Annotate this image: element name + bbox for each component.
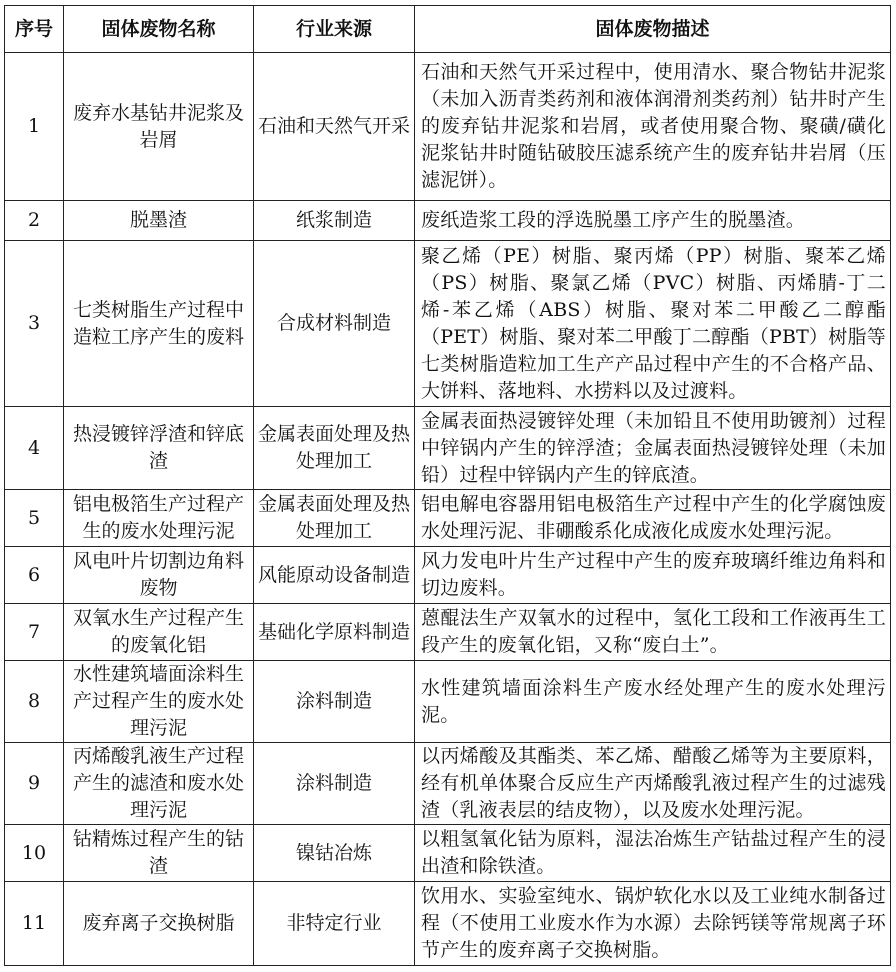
row-no: 10 — [5, 825, 64, 882]
table-row — [5, 661, 891, 743]
row-name: 废弃水基钻井泥浆及岩屑 — [64, 53, 254, 201]
row-desc: 蒽醌法生产双氧水的过程中，氢化工段和工作液再生工段产生的废氧化铝，又称“废白土”。 — [415, 604, 891, 661]
header-name: 固体废物名称 — [64, 6, 254, 53]
row-no: 1 — [5, 53, 64, 201]
row-no: 8 — [5, 661, 64, 743]
header-desc: 固体废物描述 — [415, 6, 891, 53]
table-row — [5, 882, 891, 966]
row-source: 石油和天然气开采 — [254, 53, 415, 201]
row-desc: 铝电解电容器用铝电极箔生产过程中产生的化学腐蚀废水处理污泥、非硼酸系化成液化成废水处理污泥。 — [415, 490, 891, 547]
row-desc: 风力发电叶片生产过程中产生的废弃玻璃纤维边角料和切边废料。 — [415, 547, 891, 604]
header-source: 行业来源 — [254, 6, 415, 53]
row-source: 涂料制造 — [254, 743, 415, 825]
row-source: 基础化学原料制造 — [254, 604, 415, 661]
row-name: 脱墨渣 — [64, 201, 254, 241]
row-no: 5 — [5, 490, 64, 547]
row-name: 铝电极箔生产过程产生的废水处理污泥 — [64, 490, 254, 547]
row-source: 金属表面处理及热处理加工 — [254, 490, 415, 547]
row-no: 3 — [5, 241, 64, 407]
table-row — [5, 241, 891, 407]
table-row — [5, 743, 891, 825]
table-row — [5, 825, 891, 882]
row-desc: 以粗氢氧化钴为原料，湿法冶炼生产钴盐过程产生的浸出渣和除铁渣。 — [415, 825, 891, 882]
header-row — [5, 6, 891, 53]
row-source: 非特定行业 — [254, 882, 415, 966]
row-no: 2 — [5, 201, 64, 241]
row-no: 11 — [5, 882, 64, 966]
row-source: 镍钴冶炼 — [254, 825, 415, 882]
row-source: 风能原动设备制造 — [254, 547, 415, 604]
row-desc: 石油和天然气开采过程中，使用清水、聚合物钻井泥浆（未加入沥青类药剂和液体润滑剂类药剂）钻井时产生的废弃钻井泥浆和岩屑，或者使用聚合物、聚磺/磺化泥浆钻井时随钻破胶压滤系统产生的废弃钻井岩屑（压滤泥饼）。 — [415, 53, 891, 201]
header-no: 序号 — [5, 6, 64, 53]
row-source: 合成材料制造 — [254, 241, 415, 407]
row-desc: 饮用水、实验室纯水、锅炉软化水以及工业纯水制备过程（不使用工业废水作为水源）去除钙镁等常规离子环节产生的废弃离子交换树脂。 — [415, 882, 891, 966]
row-no: 4 — [5, 407, 64, 490]
table-row — [5, 407, 891, 490]
solid-waste-table — [4, 5, 891, 966]
row-no: 9 — [5, 743, 64, 825]
table-row — [5, 604, 891, 661]
row-desc: 以丙烯酸及其酯类、苯乙烯、醋酸乙烯等为主要原料，经有机单体聚合反应生产丙烯酸乳液过程产生的过滤残渣（乳液表层的结皮物），以及废水处理污泥。 — [415, 743, 891, 825]
row-name: 钴精炼过程产生的钴渣 — [64, 825, 254, 882]
row-name: 废弃离子交换树脂 — [64, 882, 254, 966]
row-name: 水性建筑墙面涂料生产过程产生的废水处理污泥 — [64, 661, 254, 743]
row-name: 热浸镀锌浮渣和锌底渣 — [64, 407, 254, 490]
row-desc: 水性建筑墙面涂料生产废水经处理产生的废水处理污泥。 — [415, 661, 891, 743]
row-desc: 聚乙烯（PE）树脂、聚丙烯（PP）树脂、聚苯乙烯（PS）树脂、聚氯乙烯（PVC）树脂、丙烯腈-丁二烯-苯乙烯（ABS）树脂、聚对苯二甲酸乙二醇酯（PET）树脂、聚对苯二甲酸丁二醇酯（PBT）树脂等七类树脂造粒加工生产产品过程中产生的不合格产品、大饼料、落地料、水捞料以及过渡料。 — [415, 241, 891, 407]
row-name: 丙烯酸乳液生产过程产生的滤渣和废水处理污泥 — [64, 743, 254, 825]
row-name: 七类树脂生产过程中造粒工序产生的废料 — [64, 241, 254, 407]
row-name: 双氧水生产过程产生的废氧化铝 — [64, 604, 254, 661]
row-source: 纸浆制造 — [254, 201, 415, 241]
row-source: 涂料制造 — [254, 661, 415, 743]
table-row — [5, 53, 891, 201]
row-no: 7 — [5, 604, 64, 661]
table-row — [5, 490, 891, 547]
row-name: 风电叶片切割边角料废物 — [64, 547, 254, 604]
row-desc: 金属表面热浸镀锌处理（未加铅且不使用助镀剂）过程中锌锅内产生的锌浮渣；金属表面热浸镀锌处理（未加铅）过程中锌锅内产生的锌底渣。 — [415, 407, 891, 490]
row-no: 6 — [5, 547, 64, 604]
table-row — [5, 201, 891, 241]
row-source: 金属表面处理及热处理加工 — [254, 407, 415, 490]
table-row — [5, 547, 891, 604]
row-desc: 废纸造浆工段的浮选脱墨工序产生的脱墨渣。 — [415, 201, 891, 241]
